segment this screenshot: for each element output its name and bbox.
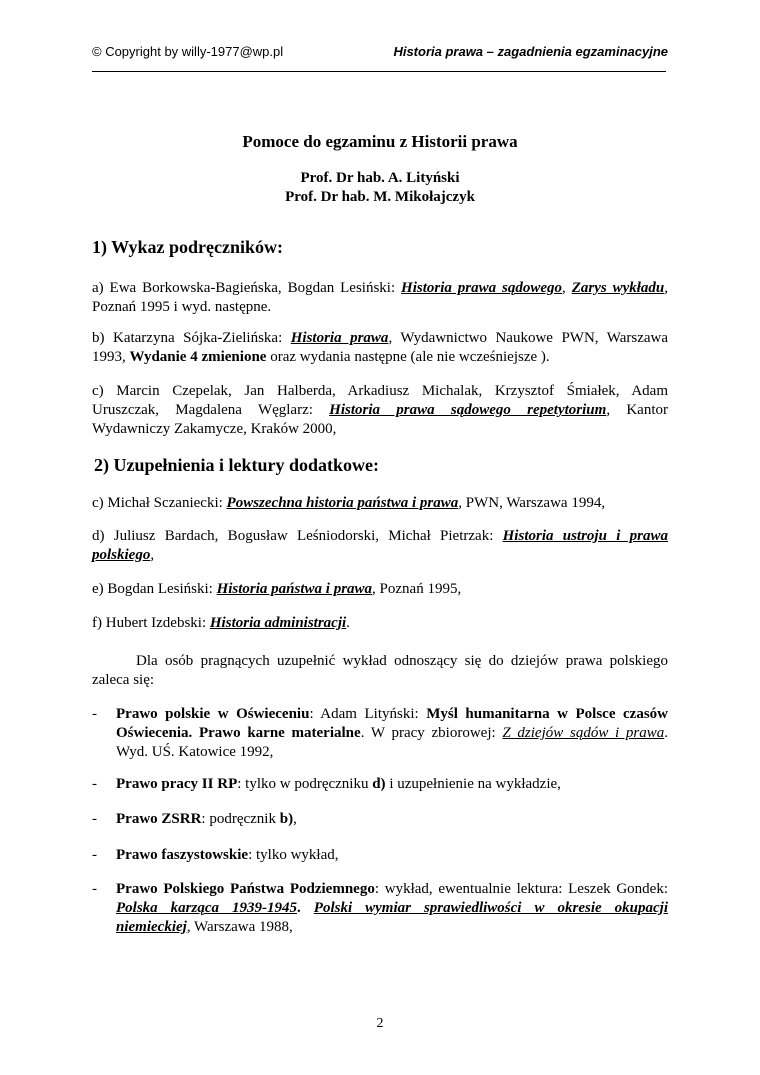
book-title: Historia prawa <box>290 330 389 346</box>
textbook-b: b) Katarzyna Sójka-Zielińska: Historia prawa, Wydawnictwo Naukowe PWN, Warszawa 1993, Wydanie 4 zmienione oraz wydania następne (ale nie wcześniejsze ). <box>92 330 668 365</box>
textbook-c: c) Marcin Czepelak, Jan Halberda, Arkadiusz Michalak, Krzysztof Śmiałek, Adam Uruszczak, Magdalena Węglarz: Historia prawa sądowego repetytorium, Kantor Wydawniczy Zakamycze, Kraków 2000, <box>92 383 668 437</box>
edition-note: Wydanie 4 zmienione <box>129 349 267 365</box>
page-number: 2 <box>376 1016 384 1031</box>
section-2-heading: 2) Uzupełnienia i lektury dodatkowe: <box>94 455 380 475</box>
page-title: Pomoce do egzaminu z Historii prawa <box>242 132 518 151</box>
reading-e: e) Bogdan Lesiński: Historia państwa i prawa, Poznań 1995, <box>92 581 462 597</box>
book-title: Historia prawa sądowego repetytorium <box>329 402 607 418</box>
book-title: Powszechna historia państwa i prawa <box>226 495 459 511</box>
book-title: Historia państwa i prawa <box>216 581 373 597</box>
reading-f: f) Hubert Izdebski: Historia administracji. <box>92 615 350 631</box>
book-subtitle: Zarys wykładu <box>571 280 665 296</box>
bullet-dash: - <box>92 776 97 792</box>
professor-1: Prof. Dr hab. A. Lityński <box>300 170 460 186</box>
bullet-dash: - <box>92 811 97 827</box>
section-1-heading: 1) Wykaz podręczników: <box>92 237 283 257</box>
professor-2: Prof. Dr hab. M. Mikołajczyk <box>285 189 475 205</box>
textbook-a: a) Ewa Borkowska-Bagieńska, Bogdan Lesiński: Historia prawa sądowego, Zarys wykładu, Poznań 1995 i wyd. następne. <box>92 280 669 315</box>
book-title: Historia prawa sądowego <box>401 280 563 296</box>
bullet-dash: - <box>92 706 97 722</box>
document-page: © Copyright by willy-1977@wp.pl Historia prawa – zagadnienia egzaminacyjne Pomoce do egzaminu z Historii prawa Prof. Dr hab. A. Lityński Prof. Dr hab. M. Mikołajczyk 1) Wykaz podręczników: a) Ewa Borkowska-Bagieńska, Bogdan Lesiński: Historia prawa sądowego, Zarys wykładu, Poznań 1995 i wyd. następne. b) Katarzyna Sójka-Zielińska: Historia prawa, Wydawnictwo Naukowe PWN, Warszawa 1993, Wydanie 4 zmienione oraz wydania następne (ale nie wcześniejsze ). c) Marcin Czepelak, Jan Halberda, Arkadiusz Michalak, Krzysztof Śmiałek, Adam Uruszczak, Magdalena Węglarz: Historia prawa sądowego repetytorium, Kantor Wydawniczy Zakamycze, Kraków 2000, 2) Uzupełnienia i lektury dodatkowe: c) Michał Sczaniecki: Powszechna historia państwa i prawa, PWN, Warszawa 1994, d) Juliusz Bardach, Bogusław Leśniodorski, Michał Pietrzak: Historia ustroju i prawa polskiego, e) Bogdan Lesiński: Historia państwa i prawa, Poznań 1995, f) Hubert Izdebski: Historia administracji. Dla osób pragnących uzupełnić wykład odnoszący się do dziejów prawa polskiego zaleca się: - Prawo polskie w Oświeceniu: Adam Lityński: Myśl humanitarna w Polsce czasów Oświecenia. Prawo karne materialne. W pracy zbiorowej: Z dziejów sądów i prawa. Wyd. UŚ. Katowice 1992, - Prawo pracy II RP: tylko w podręczniku d) i uzupełnienie na wykładzie, - Prawo ZSRR: podręcznik b), - Prawo faszystowskie: tylko wykład, - Prawo Polskiego Państwa Podziemnego: wykład, ewentualnie lektura: Leszek Gondek: Polska karząca 1939-1945. Polski wymiar sprawiedliwości w okresie okupacji niemieckiej, Warszawa 1988, 2 <box>0 0 760 1075</box>
book-title: Historia ustroju i prawa <box>502 528 668 544</box>
reading-c: c) Michał Sczaniecki: Powszechna historia państwa i prawa, PWN, Warszawa 1994, <box>92 495 606 511</box>
header-copyright: © Copyright by willy-1977@wp.pl <box>92 44 284 59</box>
bullet-dash: - <box>92 847 97 863</box>
book-title: Historia administracji <box>209 615 347 631</box>
intro-paragraph: Dla osób pragnących uzupełnić wykład odnoszący się do dziejów prawa polskiego zaleca się: <box>92 653 668 688</box>
reading-d: d) Juliusz Bardach, Bogusław Leśniodorski, Michał Pietrzak: Historia ustroju i prawa polskiego, <box>92 528 668 563</box>
header-rule <box>92 71 666 72</box>
bullet-dash: - <box>92 881 97 897</box>
header-title: Historia prawa – zagadnienia egzaminacyjne <box>393 44 668 59</box>
